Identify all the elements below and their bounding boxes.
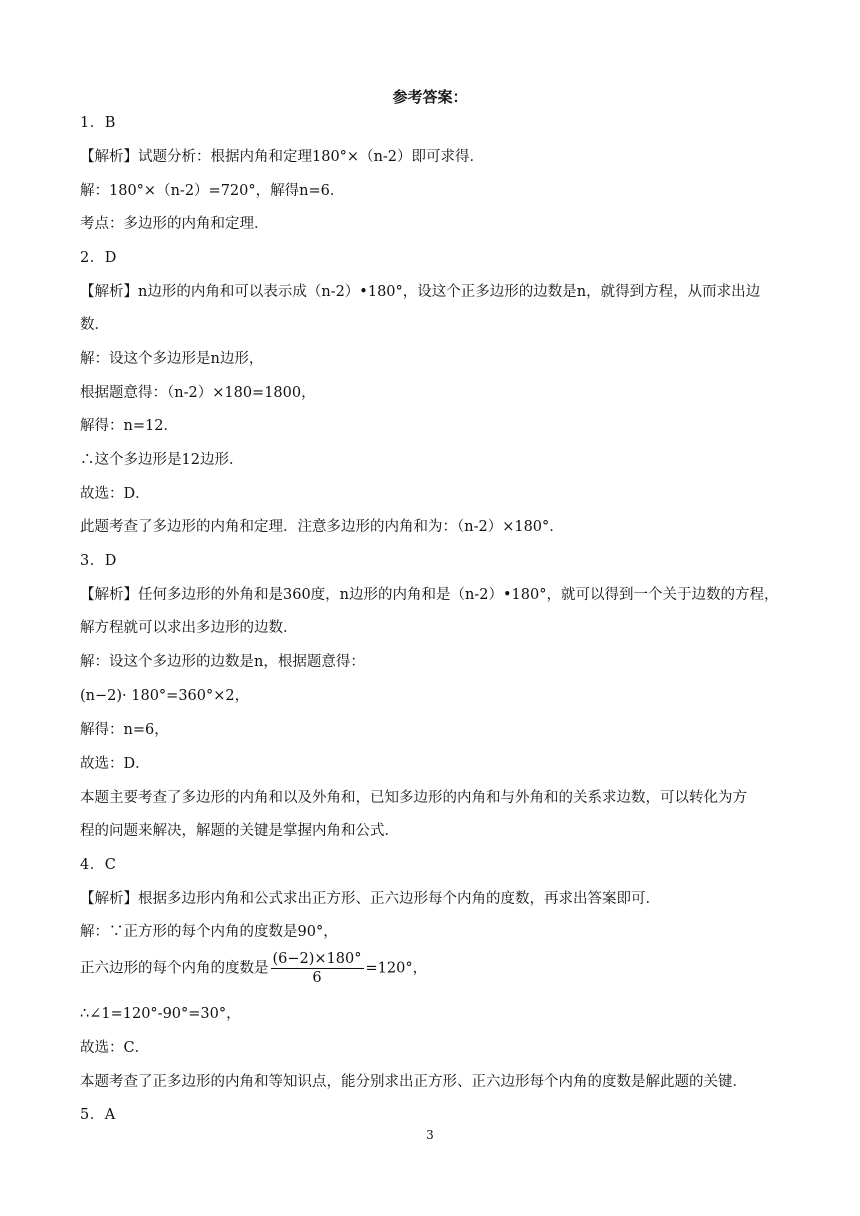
- q5-answer: 5．A: [80, 1107, 116, 1123]
- q4-solution-line1: 解：∵正方形的每个内角的度数是90°，: [80, 924, 338, 940]
- q3-answer: 3．D: [80, 553, 117, 569]
- q4-answer: 4．C: [80, 857, 117, 873]
- page-title: 参考答案：: [392, 88, 468, 106]
- q1-point: 考点：多边形的内角和定理．: [80, 216, 269, 232]
- q3-solution-line3: 解得：n=6，: [80, 722, 169, 738]
- q3-solution-line4: 故选：D．: [80, 756, 150, 772]
- q2-summary: 此题考查了多边形的内角和定理．注意多边形的内角和为：（n-2）×180°．: [80, 519, 564, 535]
- q2-analysis-line2: 数．: [80, 317, 109, 333]
- fraction-denominator: 6: [312, 970, 322, 986]
- q3-summary-line2: 程的问题来解决，解题的关键是掌握内角和公式．: [80, 823, 399, 839]
- q2-analysis-line1: 【解析】n边形的内角和可以表示成（n-2）•180°，设这个正多边形的边数是n，就得到方程，从而求出边: [80, 284, 761, 300]
- q4-summary: 本题考查了正多边形的内角和等知识点，能分别求出正方形、正六边形每个内角的度数是解此题的关键．: [80, 1074, 747, 1090]
- q1-answer: 1．B: [80, 115, 116, 131]
- q3-solution-line2: (n−2)· 180°=360°×2，: [80, 688, 250, 704]
- q4-solution-line2: [80, 950, 800, 987]
- q3-summary-line1: 本题主要考查了多边形的内角和以及外角和，已知多边形的内角和与外角和的关系求边数，可以转化为方: [80, 790, 747, 806]
- q4-line2-prefix: 正六边形的每个内角的度数是: [80, 960, 269, 977]
- fraction: [271, 950, 364, 987]
- q2-solution-line2: 根据题意得：（n-2）×180=1800，: [80, 385, 316, 401]
- q3-analysis-line1: 【解析】任何多边形的外角和是360度，n边形的内角和是（n-2）•180°，就可以得到一个关于边数的方程，: [80, 587, 779, 603]
- q4-analysis: 【解析】根据多边形内角和公式求出正方形、正六边形每个内角的度数，再求出答案即可．: [80, 891, 660, 907]
- q2-solution-line4: ∴这个多边形是12边形．: [80, 452, 244, 468]
- q4-line2-suffix: =120°，: [365, 960, 428, 977]
- q4-solution-line3: ∴∠1=120°-90°=30°，: [80, 1006, 241, 1022]
- q1-solution: 解：180°×（n-2）=720°，解得n=6．: [80, 183, 345, 199]
- q3-solution-line1: 解：设这个多边形的边数是n，根据题意得：: [80, 654, 365, 670]
- q2-solution-line1: 解：设这个多边形是n边形，: [80, 351, 264, 367]
- page-number: 3: [426, 1128, 434, 1142]
- q1-analysis: 【解析】试题分析：根据内角和定理180°×（n-2）即可求得．: [80, 149, 485, 165]
- q3-analysis-line2: 解方程就可以求出多边形的边数．: [80, 620, 298, 636]
- q2-answer: 2．D: [80, 250, 117, 266]
- fraction-numerator: (6−2)×180°: [272, 951, 362, 967]
- q2-solution-line3: 解得：n=12．: [80, 418, 178, 434]
- q4-solution-line4: 故选：C．: [80, 1040, 150, 1056]
- q2-solution-line5: 故选：D．: [80, 486, 150, 502]
